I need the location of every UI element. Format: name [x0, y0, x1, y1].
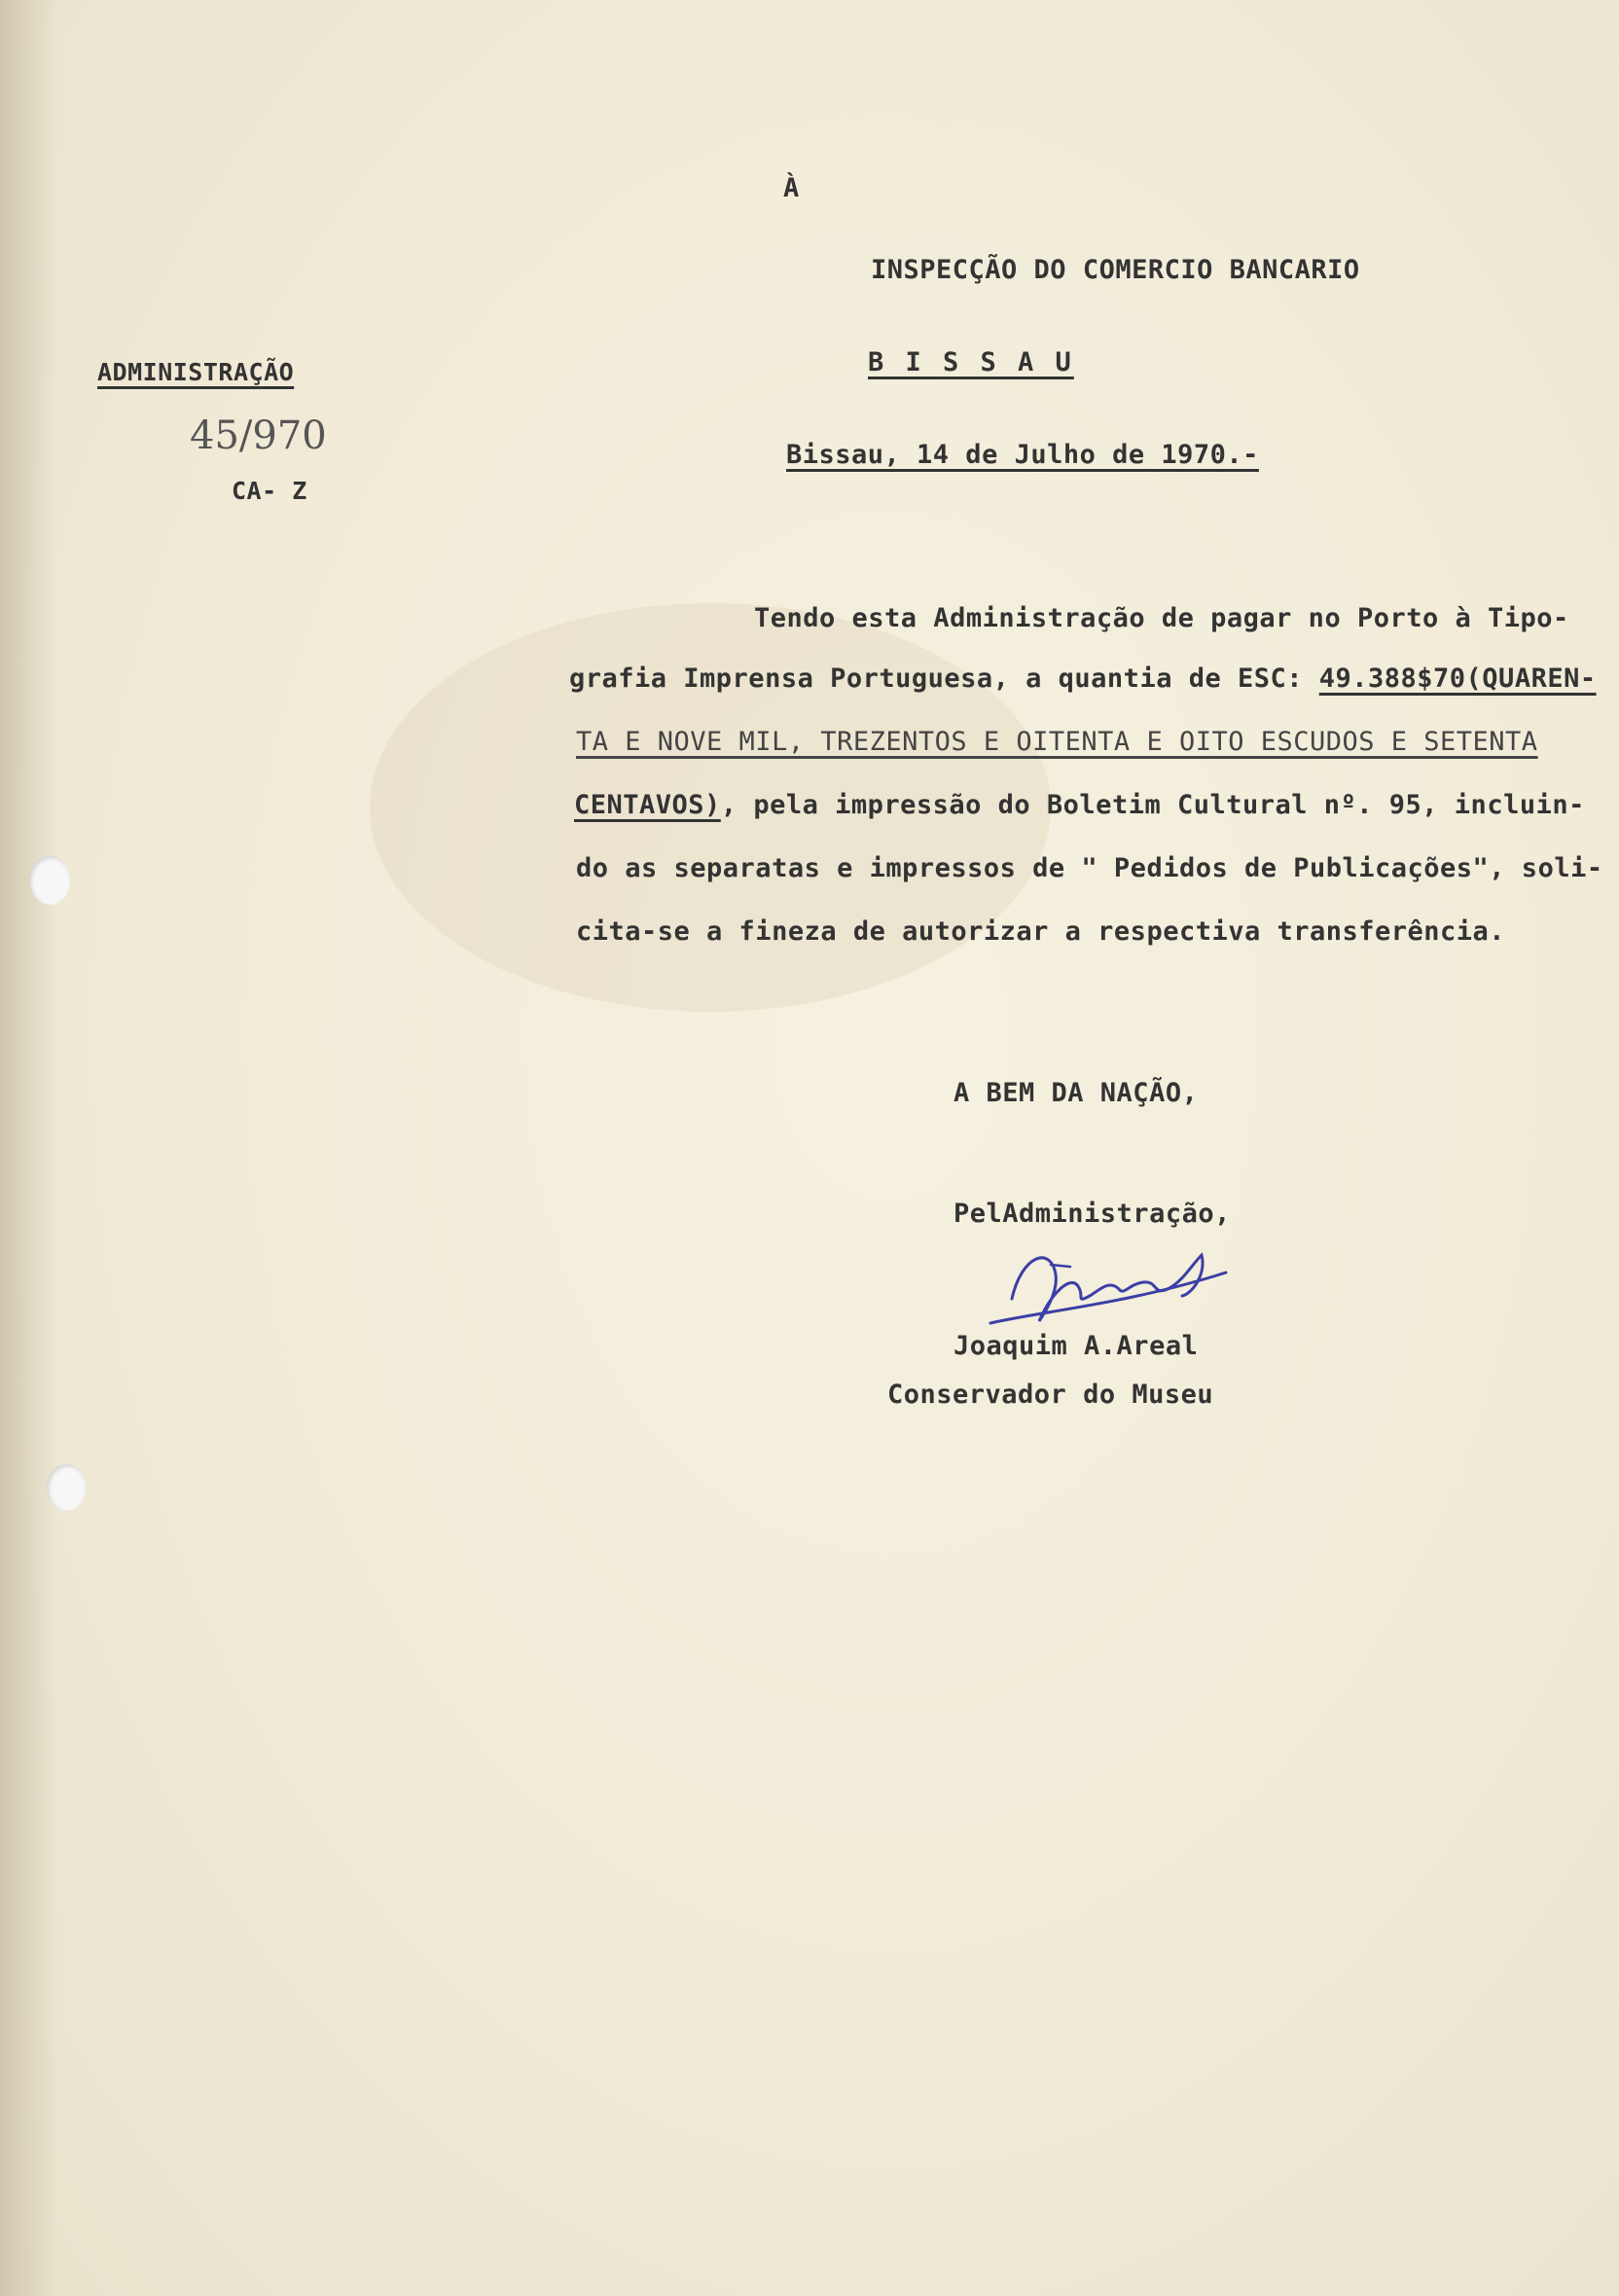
body-line-2-text: grafia Imprensa Portuguesa, a quantia de ESC:: [569, 664, 1319, 694]
signatory-title: Conservador do Museu: [887, 1380, 1214, 1410]
body-line-5: do as separatas e impressos de " Pedidos de Publicações", soli-: [576, 853, 1603, 883]
on-behalf-line: PelAdministração,: [953, 1199, 1231, 1229]
signatory-name: Joaquim A.Areal: [953, 1331, 1199, 1361]
reference-code: CA- Z: [232, 477, 307, 505]
body-line-6: cita-se a fineza de autorizar a respectiva transferência.: [576, 916, 1506, 947]
paper-edge-shadow: [0, 0, 58, 2296]
body-line-2: [569, 664, 1597, 694]
punch-hole-top: [29, 856, 70, 905]
amount-figure: 49.388$70(QUAREN-: [1318, 664, 1597, 694]
amount-words-end: CENTAVOS): [574, 790, 721, 820]
date-line: Bissau, 14 de Julho de 1970.-: [786, 440, 1259, 470]
body-line-4-text: , pela impressão do Boletim Cultural nº. 95, incluin-: [720, 790, 1585, 820]
body-line-4: [574, 790, 1585, 820]
punch-hole-bottom: [47, 1464, 86, 1511]
amount-in-words: TA E NOVE MIL, TREZENTOS E OITENTA E OITO ESCUDOS E SETENTA: [576, 727, 1538, 757]
recipient-line: INSPECÇÃO DO COMERCIO BANCARIO: [871, 255, 1360, 285]
recipient-city: B I S S A U: [868, 347, 1074, 377]
department-heading: ADMINISTRAÇÃO: [97, 358, 295, 386]
closing-salutation: A BEM DA NAÇÃO,: [953, 1078, 1199, 1108]
handwritten-reference-number: 45/970: [190, 413, 327, 458]
recipient-prefix: À: [783, 173, 800, 203]
body-line-1: Tendo esta Administração de pagar no Porto à Tipo-: [754, 603, 1569, 633]
